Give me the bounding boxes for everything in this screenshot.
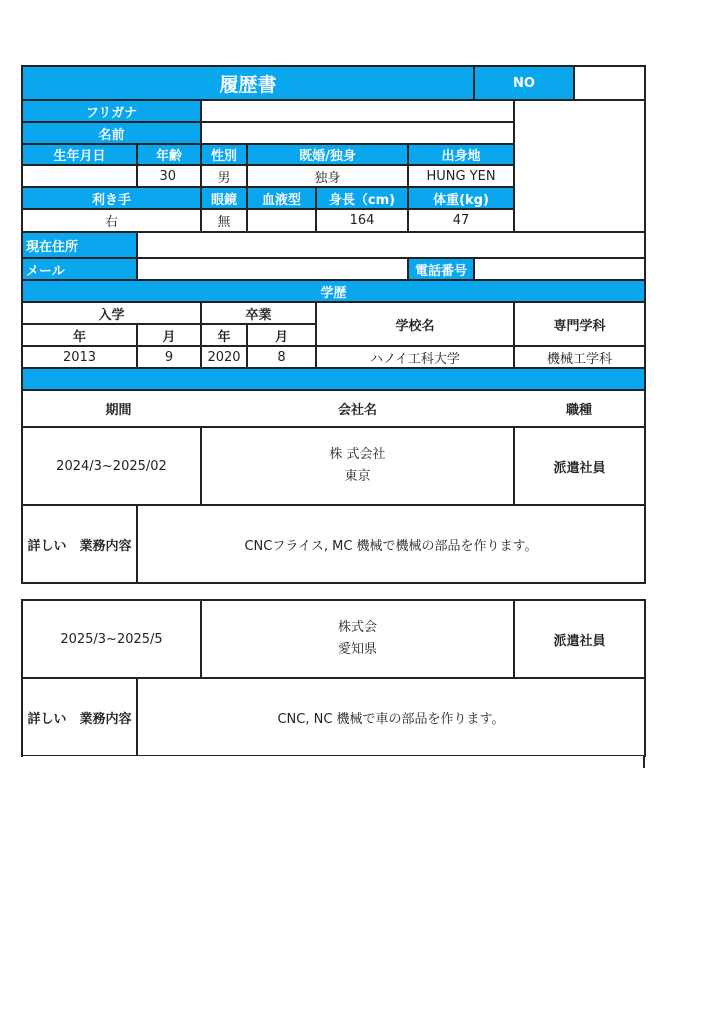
work-period-1[interactable]: 2024/3~2025/02: [22, 427, 201, 505]
frame-tail: [643, 756, 645, 768]
weight-label: 体重(kg): [408, 187, 514, 209]
furigana-label: フリガナ: [22, 100, 201, 122]
company-label: 会社名: [201, 390, 514, 427]
work-company-2[interactable]: [201, 600, 514, 678]
entry-month-label: 月: [137, 324, 201, 346]
edu-grad-month[interactable]: 8: [247, 346, 316, 368]
school-label: 学校名: [316, 302, 514, 346]
major-label: 専門学科: [514, 302, 645, 346]
edu-entry-month[interactable]: 9: [137, 346, 201, 368]
no-label: NO: [474, 66, 574, 100]
dob-field[interactable]: [22, 165, 137, 187]
blood-label: 血液型: [247, 187, 316, 209]
company-location-2: 愛知県: [337, 642, 377, 657]
birthplace-field[interactable]: HUNG YEN: [408, 165, 514, 187]
company-name-1: 株 式会社: [329, 447, 386, 462]
education-section-header: 学歴: [22, 280, 645, 302]
age-field[interactable]: 30: [137, 165, 201, 187]
glasses-field[interactable]: 無: [201, 209, 247, 232]
gender-field[interactable]: 男: [201, 165, 247, 187]
edu-school[interactable]: ハノイ工科大学: [316, 346, 514, 368]
name-field[interactable]: [201, 122, 514, 144]
phone-field[interactable]: [474, 258, 645, 280]
birthplace-label: 出身地: [408, 144, 514, 165]
detail-label-2: 詳しい 業務内容: [22, 678, 137, 756]
detail-label-1: 詳しい 業務内容: [22, 505, 137, 583]
glasses-label: 眼鏡: [201, 187, 247, 209]
height-label: 身長（cm): [316, 187, 408, 209]
company-name-2: 株式会: [337, 620, 377, 635]
work-section-header: [22, 368, 645, 390]
resume-title: 履歴書: [22, 66, 474, 100]
furigana-field[interactable]: [201, 100, 514, 122]
weight-field[interactable]: 47: [408, 209, 514, 232]
graduation-label: 卒業: [201, 302, 316, 324]
work-job-1[interactable]: 派遣社員: [514, 427, 645, 505]
email-field[interactable]: [137, 258, 408, 280]
hand-field[interactable]: 右: [22, 209, 201, 232]
height-field[interactable]: 164: [316, 209, 408, 232]
blood-field[interactable]: [247, 209, 316, 232]
gender-label: 性別: [201, 144, 247, 165]
entry-label: 入学: [22, 302, 201, 324]
job-label: 職種: [514, 390, 645, 427]
work-period-2[interactable]: 2025/3~2025/5: [22, 600, 201, 678]
no-field[interactable]: [574, 66, 645, 100]
name-label: 名前: [22, 122, 201, 144]
entry-year-label: 年: [22, 324, 137, 346]
edu-major[interactable]: 機械工学科: [514, 346, 645, 368]
email-label: メール: [22, 258, 137, 280]
address-label: 現在住所: [22, 232, 137, 258]
address-field[interactable]: [137, 232, 645, 258]
marital-field[interactable]: 独身: [247, 165, 408, 187]
work-job-2[interactable]: 派遣社員: [514, 600, 645, 678]
age-label: 年齢: [137, 144, 201, 165]
work-detail-1[interactable]: CNCフライス, MC 機械で機械の部品を作ります。: [137, 505, 645, 583]
grad-month-label: 月: [247, 324, 316, 346]
dob-label: 生年月日: [22, 144, 137, 165]
edu-entry-year[interactable]: 2013: [22, 346, 137, 368]
hand-label: 利き手: [22, 187, 201, 209]
period-label: 期間: [22, 390, 214, 427]
work-company-1[interactable]: [201, 427, 514, 505]
photo-area: [514, 100, 645, 232]
company-location-1: 東京: [344, 469, 371, 484]
edu-grad-year[interactable]: 2020: [201, 346, 247, 368]
work-detail-2[interactable]: CNC, NC 機械で車の部品を作ります。: [137, 678, 645, 756]
grad-year-label: 年: [201, 324, 247, 346]
marital-label: 既婚/独身: [247, 144, 408, 165]
phone-label: 電話番号: [408, 258, 474, 280]
